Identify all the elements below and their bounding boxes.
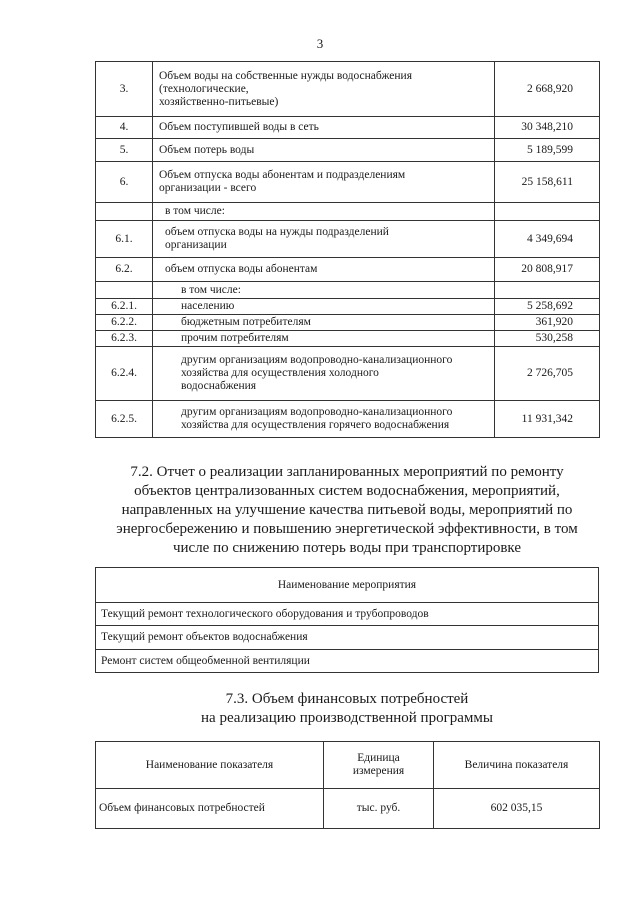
row-number: 6.2.3. (96, 331, 153, 347)
event-item: Текущий ремонт технологического оборудования и трубопроводов (96, 603, 599, 626)
row-indicator-name: бюджетным потребителям (153, 315, 495, 331)
table-row (96, 139, 600, 162)
row-indicator-name: Объем воды на собственные нужды водоснабжения (технологические, хозяйственно-питьевые) (153, 62, 495, 117)
table-row (96, 221, 600, 258)
row-number (96, 282, 153, 299)
row-value: 25 158,611 (495, 162, 600, 203)
table-row (96, 315, 600, 331)
row-value: 11 931,342 (495, 401, 600, 438)
row-number: 6.2.2. (96, 315, 153, 331)
table-row (96, 203, 600, 221)
table-row (96, 162, 600, 203)
row-value: 530,258 (495, 331, 600, 347)
row-indicator-name: в том числе: (153, 282, 495, 299)
table-row (96, 117, 600, 139)
row-number: 3. (96, 62, 153, 117)
row-number: 6.2.5. (96, 401, 153, 438)
row-indicator-name: Объем поступившей воды в сеть (153, 117, 495, 139)
row-indicator-name: объем отпуска воды на нужды подразделений организации (153, 221, 495, 258)
table-row (96, 62, 600, 117)
finance-header-value: Величина показателя (434, 742, 600, 789)
row-indicator-name: населению (153, 299, 495, 315)
water-volume-table (95, 61, 600, 438)
row-number: 5. (96, 139, 153, 162)
row-value: 361,920 (495, 315, 600, 331)
row-number: 4. (96, 117, 153, 139)
finance-unit: тыс. руб. (324, 789, 434, 829)
page-number: 3 (316, 36, 324, 51)
row-value (495, 282, 600, 299)
finance-value: 602 035,15 (434, 789, 600, 829)
row-number: 6. (96, 162, 153, 203)
table-row (96, 331, 600, 347)
row-value: 20 808,917 (495, 258, 600, 282)
table-row (96, 299, 600, 315)
row-value: 30 348,210 (495, 117, 600, 139)
row-number: 6.2.1. (96, 299, 153, 315)
row-indicator-name: Объем потерь воды (153, 139, 495, 162)
row-indicator-name: в том числе: (153, 203, 495, 221)
row-indicator-name: другим организациям водопроводно-канализационного хозяйства для осуществления холодного водоснабжения (153, 347, 495, 401)
row-indicator-name: объем отпуска воды абонентам (153, 258, 495, 282)
row-value (495, 203, 600, 221)
row-indicator-name: прочим потребителям (153, 331, 495, 347)
row-value: 5 258,692 (495, 299, 600, 315)
finance-table (95, 741, 600, 829)
event-item: Ремонт систем общеобменной вентиляции (96, 650, 599, 673)
row-indicator-name: другим организациям водопроводно-канализационного хозяйства для осуществления горячего водоснабжения (153, 401, 495, 438)
events-table-header: Наименование мероприятия (96, 568, 599, 603)
row-number: 6.1. (96, 221, 153, 258)
table-row (96, 282, 600, 299)
row-number (96, 203, 153, 221)
finance-header-indicator: Наименование показателя (96, 742, 324, 789)
table-row (96, 258, 600, 282)
row-value: 4 349,694 (495, 221, 600, 258)
section-7-3-heading: 7.3. Объем финансовых потребностей на реализацию производственной программы (201, 691, 493, 726)
event-item: Текущий ремонт объектов водоснабжения (96, 626, 599, 650)
section-7-2-heading: 7.2. Отчет о реализации запланированных мероприятий по ремонту объектов централизованных систем водоснабжения, мероприятий, направленных на улучшение качества питьевой воды, мероприятий по энергосбережению и повышению энергетической эффективности, в том числе по снижению потерь воды при транспортировке (116, 464, 578, 556)
finance-indicator: Объем финансовых потребностей (96, 789, 324, 829)
row-value: 2 726,705 (495, 347, 600, 401)
row-indicator-name: Объем отпуска воды абонентам и подразделениям организации - всего (153, 162, 495, 203)
row-number: 6.2. (96, 258, 153, 282)
row-number: 6.2.4. (96, 347, 153, 401)
events-table (95, 567, 599, 673)
row-value: 2 668,920 (495, 62, 600, 117)
table-row (96, 347, 600, 401)
row-value: 5 189,599 (495, 139, 600, 162)
table-row (96, 401, 600, 438)
finance-header-unit: Единица измерения (324, 742, 434, 789)
